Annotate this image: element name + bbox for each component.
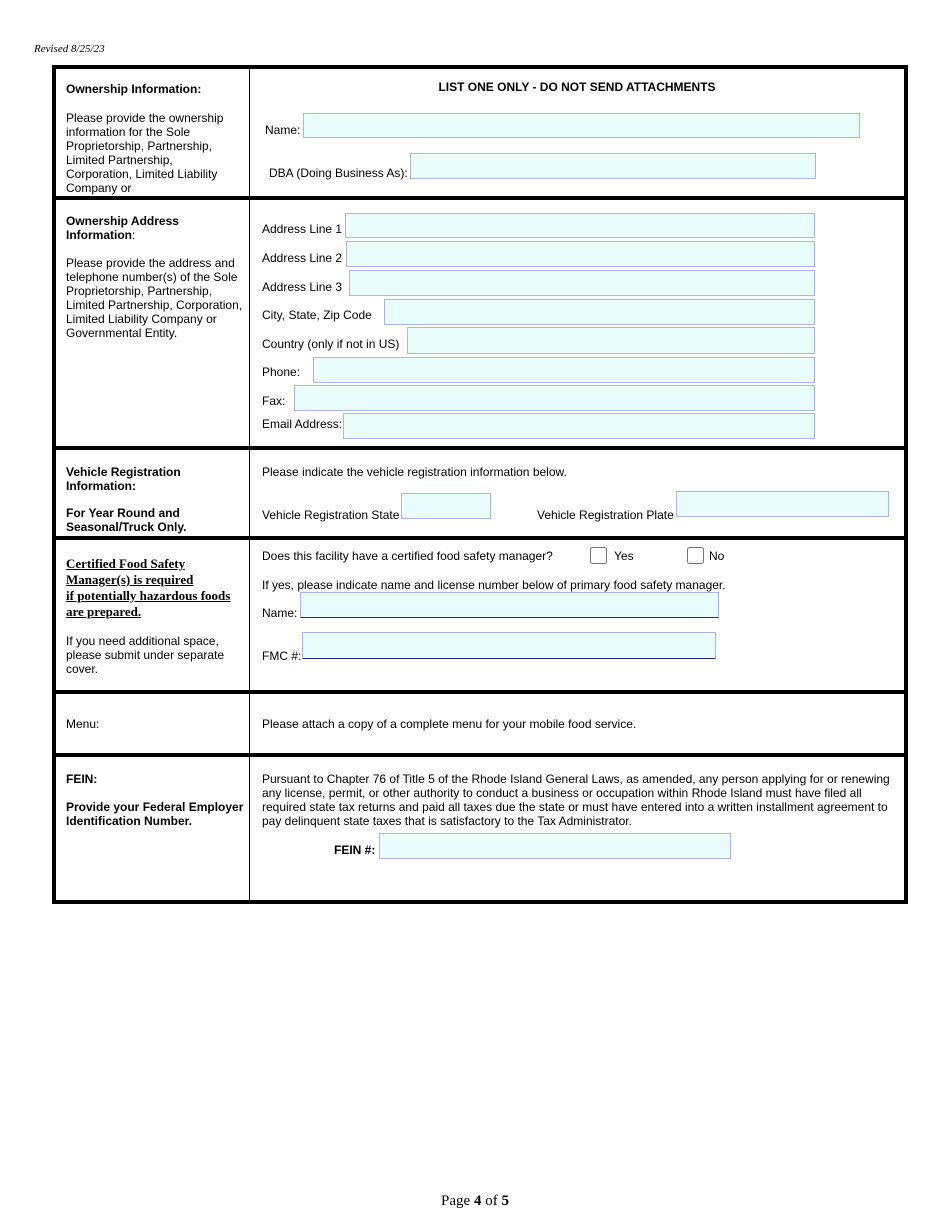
ownership-description: Please provide the ownership information for the Sole Proprietorship, Partnership, Limited Partnership, Corporation, Limited Liability Company or bbox=[66, 111, 224, 195]
email-label: Email Address: bbox=[262, 417, 343, 431]
fein-legal-text: Pursuant to Chapter 76 of Title 5 of the Rhode Island General Laws, as amended, any person applying for or renewing any license, permit, or other authority to conduct a business or occupation within Rhode Island must have filed all required state tax returns and paid all taxes due the state or must have entered into a written installment agreement to pay delinquent state taxes that is satisfactory to the Tax Administrator. bbox=[262, 772, 890, 828]
food-safety-title-line2: Manager(s) is required bbox=[66, 572, 194, 587]
address-line1-input[interactable] bbox=[345, 213, 815, 238]
address-title-colon: : bbox=[132, 228, 136, 242]
of-word: of bbox=[485, 1193, 498, 1209]
table-border-top bbox=[52, 65, 908, 69]
owner-name-label: Name: bbox=[265, 123, 301, 137]
manager-name-label: Name: bbox=[262, 606, 298, 620]
fein-label: FEIN #: bbox=[334, 843, 376, 857]
menu-title: Menu: bbox=[66, 717, 100, 731]
vehicle-subtitle: For Year Round and Seasonal/Truck Only. bbox=[66, 506, 187, 534]
food-safety-question: Does this facility have a certified food safety manager? bbox=[262, 549, 553, 563]
address-line3-label: Address Line 3 bbox=[262, 280, 343, 294]
table-border-left bbox=[52, 65, 56, 904]
fein-input[interactable] bbox=[379, 833, 731, 859]
address-title-line1: Ownership Address bbox=[66, 214, 179, 228]
fax-label: Fax: bbox=[262, 394, 286, 408]
fmc-input[interactable] bbox=[302, 632, 716, 659]
manager-name-input[interactable] bbox=[300, 592, 719, 618]
table-border-right bbox=[904, 65, 908, 904]
revised-date: Revised 8/25/23 bbox=[34, 43, 105, 55]
food-safety-title-line4: are prepared. bbox=[66, 604, 142, 619]
dba-label: DBA (Doing Business As): bbox=[269, 166, 408, 180]
address-line2-label: Address Line 2 bbox=[262, 251, 343, 265]
phone-input[interactable] bbox=[313, 357, 815, 383]
section-divider bbox=[52, 196, 908, 200]
page-word: Page bbox=[441, 1193, 471, 1209]
fmc-label: FMC #: bbox=[262, 649, 302, 663]
vehicle-plate-input[interactable] bbox=[676, 491, 889, 517]
owner-name-input[interactable] bbox=[303, 113, 860, 138]
vehicle-plate-label: Vehicle Registration Plate bbox=[537, 508, 674, 522]
menu-instruction: Please attach a copy of a complete menu for your mobile food service. bbox=[262, 717, 637, 731]
food-safety-title-line3: if potentially hazardous foods bbox=[66, 588, 231, 603]
email-input[interactable] bbox=[343, 413, 815, 439]
fax-input[interactable] bbox=[294, 385, 815, 411]
country-input[interactable] bbox=[407, 327, 815, 354]
vehicle-state-input[interactable] bbox=[401, 493, 491, 519]
fein-title: FEIN: bbox=[66, 772, 98, 786]
yes-checkbox[interactable] bbox=[590, 547, 607, 564]
page-current: 4 bbox=[473, 1193, 482, 1209]
country-label: Country (only if not in US) bbox=[262, 337, 400, 351]
address-title-line2: Information bbox=[66, 228, 132, 242]
food-safety-title-line1: Certified Food Safety bbox=[66, 556, 186, 571]
yes-label: Yes bbox=[614, 549, 634, 563]
vehicle-state-label: Vehicle Registration State bbox=[262, 508, 400, 522]
address-line3-input[interactable] bbox=[349, 270, 815, 296]
dba-input[interactable] bbox=[410, 153, 816, 179]
food-safety-note: If you need additional space, please submit under separate cover. bbox=[66, 634, 225, 676]
column-divider bbox=[249, 65, 250, 904]
table-border-bottom bbox=[52, 900, 908, 904]
city-state-zip-label: City, State, Zip Code bbox=[262, 308, 372, 322]
address-line2-input[interactable] bbox=[346, 241, 815, 267]
section-divider bbox=[52, 753, 908, 757]
address-title-line2-wrap bbox=[66, 228, 135, 242]
vehicle-title: Vehicle Registration Information: bbox=[66, 465, 181, 493]
address-description: Please provide the address and telephone number(s) of the Sole Proprietorship, Partnership, Limited Partnership, Corporation, Limited Liability Company or Governmental Entity. bbox=[66, 256, 243, 340]
ownership-title: Ownership Information: bbox=[66, 82, 202, 96]
address-line1-label: Address Line 1 bbox=[262, 222, 343, 236]
no-checkbox[interactable] bbox=[687, 547, 704, 564]
list-one-banner: LIST ONE ONLY - DO NOT SEND ATTACHMENTS bbox=[438, 80, 716, 94]
food-safety-instruction: If yes, please indicate name and license number below of primary food safety manager. bbox=[262, 578, 726, 592]
phone-label: Phone: bbox=[262, 365, 301, 379]
no-label: No bbox=[709, 549, 725, 563]
page-number bbox=[0, 1193, 950, 1210]
section-divider bbox=[52, 536, 908, 540]
section-divider bbox=[52, 690, 908, 694]
page-total: 5 bbox=[501, 1193, 509, 1209]
fein-subtitle: Provide your Federal Employer Identification Number. bbox=[66, 800, 244, 828]
city-state-zip-input[interactable] bbox=[384, 299, 815, 325]
vehicle-instruction: Please indicate the vehicle registration information below. bbox=[262, 465, 567, 479]
section-divider bbox=[52, 446, 908, 450]
